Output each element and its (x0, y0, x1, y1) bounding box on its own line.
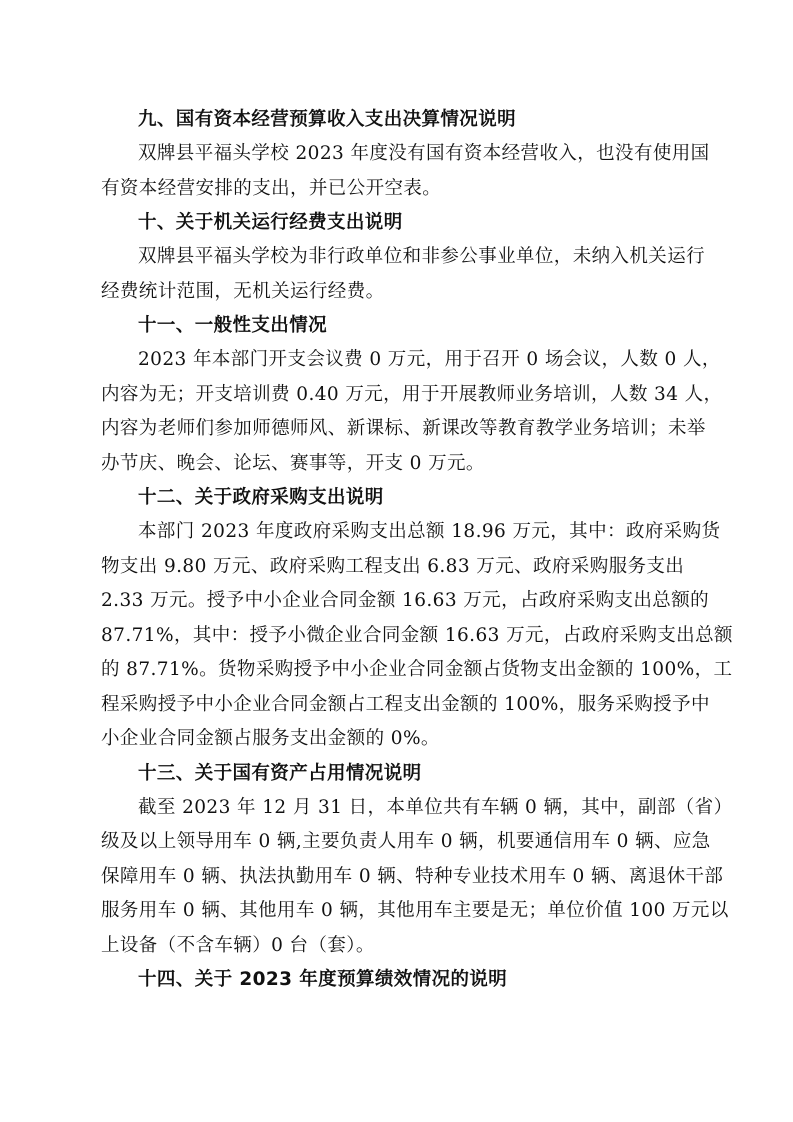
paragraph-line: 经费统计范围，无机关运行经费。 (101, 280, 385, 302)
section-heading: 十二、关于政府采购支出说明 (138, 487, 384, 508)
paragraph-line: 程采购授予中小企业合同金额占工程支出金额的 100%，服务采购授予中 (101, 693, 710, 715)
section-heading: 九、国有资本经营预算收入支出决算情况说明 (138, 109, 517, 130)
paragraph-line: 双牌县平福头学校为非行政单位和非参公事业单位，未纳入机关运行 (138, 246, 706, 267)
section-heading: 十四、关于 2023 年度预算绩效情况的说明 (138, 969, 508, 990)
paragraph-line: 截至 2023 年 12 月 31 日，本单位共有车辆 0 辆，其中，副部（省） (138, 796, 733, 818)
paragraph-line: 本部门 2023 年度政府采购支出总额 18.96 万元，其中：政府采购货 (138, 521, 721, 542)
paragraph-line: 小企业合同金额占服务支出金额的 0%。 (101, 728, 440, 749)
section-heading: 十三、关于国有资产占用情况说明 (138, 762, 422, 784)
section-paragraph (101, 240, 706, 309)
paragraph-line: 2.33 万元。授予中小企业合同金额 16.63 万元，占政府采购支出总额的 (101, 590, 709, 611)
paragraph-line: 的 87.71%。货物采购授予中小企业合同金额占货物支出金额的 100%，工 (101, 659, 733, 680)
paragraph-line: 双牌县平福头学校 2023 年度没有国有资本经营收入，也没有使用国 (138, 143, 710, 164)
section-paragraph (101, 137, 710, 206)
paragraph-line: 级及以上领导用车 0 辆,主要负责人用车 0 辆，机要通信用车 0 辆、应急 (101, 831, 711, 852)
paragraph-line: 物支出 9.80 万元、政府采购工程支出 6.83 万元、政府采购服务支出 (101, 555, 685, 577)
section-paragraph (101, 515, 733, 757)
paragraph-line: 办节庆、晚会、论坛、赛事等，开支 0 万元。 (101, 452, 485, 474)
section-heading: 十、关于机关运行经费支出说明 (138, 212, 403, 233)
section-paragraph (101, 343, 723, 481)
paragraph-line: 有资本经营安排的支出，并已公开空表。 (101, 177, 442, 199)
paragraph-line: 内容为老师们参加师德师风、新课标、新课改等教育教学业务培训；未举 (101, 418, 706, 439)
paragraph-line: 服务用车 0 辆、其他用车 0 辆，其他用车主要是无；单位价值 100 万元以 (101, 900, 729, 921)
paragraph-line: 保障用车 0 辆、执法执勤用车 0 辆、特种专业技术用车 0 辆、离退休干部 (101, 865, 724, 887)
paragraph-line: 2023 年本部门开支会议费 0 万元，用于召开 0 场会议，人数 0 人， (138, 349, 721, 370)
paragraph-line: 内容为无；开支培训费 0.40 万元，用于开展教师业务培训，人数 34 人， (101, 383, 723, 405)
document-body (101, 103, 733, 997)
paragraph-line: 87.71%，其中：授予小微企业合同金额 16.63 万元，占政府采购支出总额 (101, 624, 733, 646)
paragraph-line: 上设备（不含车辆）0 台（套）。 (101, 934, 375, 956)
section-paragraph (101, 791, 733, 964)
section-heading: 十一、一般性支出情况 (138, 315, 328, 336)
